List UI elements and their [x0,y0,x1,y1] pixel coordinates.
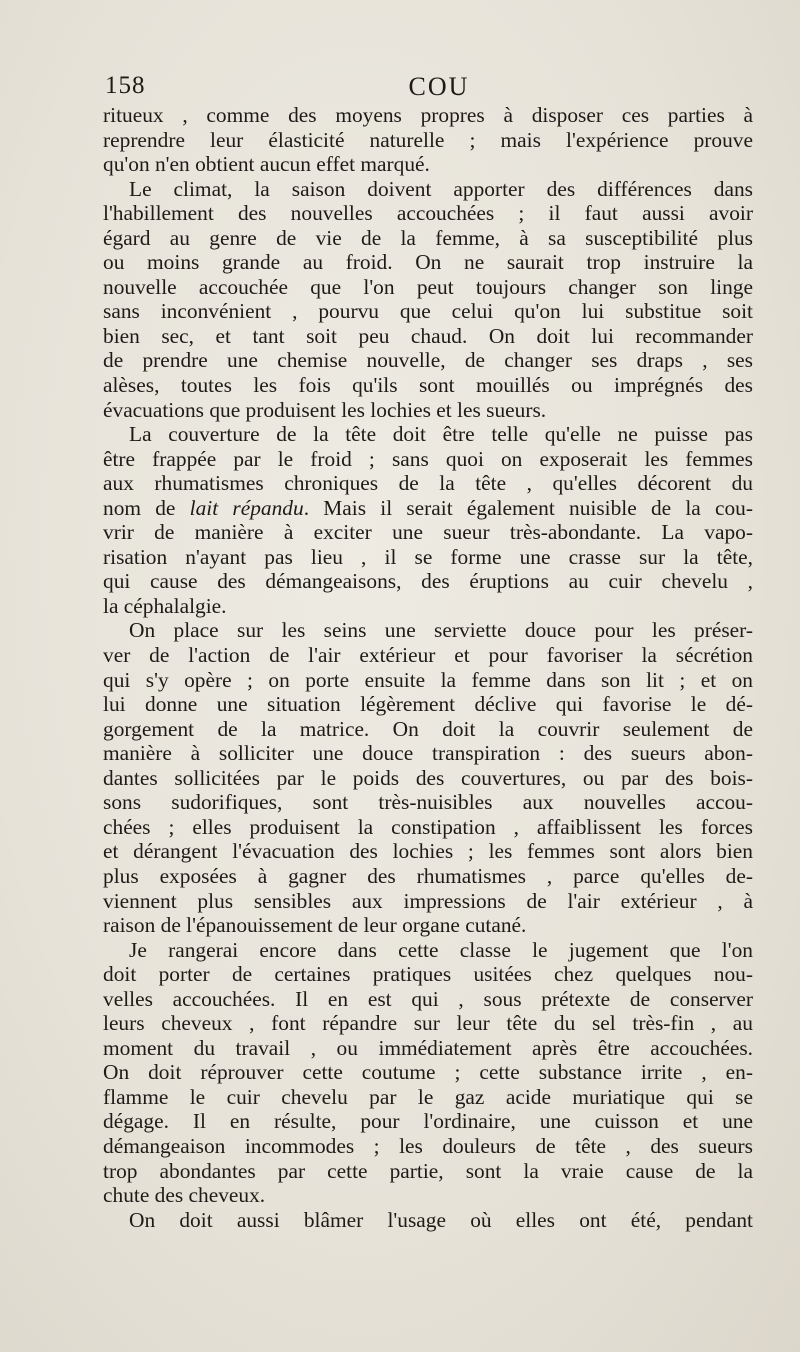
text-line: qu'on n'en obtient aucun effet marqué. [103,152,430,177]
text-line: leurs cheveux , font répandre sur leur tête du sel très-fin , au [103,1011,753,1036]
paragraph [103,177,753,422]
text-line: chées ; elles produisent la constipation , affaiblissent les forces [103,814,753,839]
text-line: gorgement de la matrice. On doit la couvrir seulement de [103,716,753,741]
paragraph [103,422,753,618]
text-line: nom de lait répandu. Mais il serait également nuisible de la cou- [103,495,754,520]
text-line: démangeaison incommodes ; les douleurs de tête , des sueurs [103,1133,753,1158]
text-line: ou moins grande au froid. On ne saurait trop instruire la [103,250,753,275]
text-line: Le climat, la saison doivent apporter des différences dans [129,176,753,201]
text-line: On doit aussi blâmer l'usage où elles ont été, pendant [129,1207,753,1232]
paragraph [103,1208,753,1233]
text-line: La couverture de la tête doit être telle qu'elle ne puisse pas [129,422,753,447]
text-line: chute des cheveux. [103,1183,266,1208]
text-line: dégage. Il en résulte, pour l'ordinaire, une cuisson et une [103,1109,753,1134]
text-line: qui s'y opère ; on porte ensuite la femme dans son lit ; et on [103,667,753,692]
text-line: reprendre leur élasticité naturelle ; mais l'expérience prouve [103,127,753,152]
text-line: risation n'ayant pas lieu , il se forme une crasse sur la tête, [103,544,753,569]
text-line: trop abondantes par cette partie, sont la vraie cause de la [103,1158,753,1183]
text-line: velles accouchées. Il en est qui , sous prétexte de conserver [103,986,753,1011]
text-line: égard au genre de vie de la femme, à sa susceptibilité plus [103,225,753,250]
text-line: être frappée par le froid ; sans quoi on exposerait les femmes [103,446,753,471]
text-line: évacuations que produisent les lochies et les sueurs. [103,397,547,422]
text-line: aux rhumatismes chroniques de la tête , qu'elles décorent du [103,471,753,496]
text-line: sons sudorifiques, sont très-nuisibles aux nouvelles accou- [103,790,753,815]
text-line: qui cause des démangeaisons, des éruptions au cuir chevelu , [103,569,753,594]
paragraph [103,618,753,937]
text-line: vrir de manière à exciter une sueur très-abondante. La vapo- [103,520,753,545]
text-line: viennent plus sensibles aux impressions de l'air extérieur , à [103,888,753,913]
paragraph [103,103,753,177]
text-line: rituеux , comme des moyens propres à disposer ces parties à [103,103,753,127]
text-line: l'habillement des nouvelles accouchées ; il faut aussi avoir [103,201,753,226]
text-line: On place sur les seins une serviette douce pour les préser- [129,618,753,643]
text-line: lui donne une situation légèrement déclive qui favorise le dé- [103,692,753,717]
text-line: bien sec, et tant soit peu chaud. On doit lui recommander [103,323,753,348]
text-line: Je rangerai encore dans cette classe le jugement que l'on [129,937,753,962]
paragraph [103,938,753,1208]
text-line: plus exposées à gagner des rhumatismes , parce qu'elles de- [103,863,753,888]
body-text [103,103,753,1232]
text-line: et dérangent l'évacuation des lochies ; les femmes sont alors bien [103,839,753,864]
text-line: manière à solliciter une douce transpiration : des sueurs abon- [103,741,753,766]
text-line: flamme le cuir chevelu par le gaz acide muriatique qui se [103,1084,753,1109]
page-number: 158 [105,72,146,99]
text-line: doit porter de certaines pratiques usitées chez quelques nou- [103,962,753,987]
text-line: ver de l'action de l'air extérieur et pour favoriser la sécrétion [103,643,753,668]
text-line: dantes sollicitées par le poids des couvertures, ou par des bois- [103,765,753,790]
running-head: COU [408,72,470,101]
text-line: de prendre une chemise nouvelle, de changer ses draps , ses [103,348,753,373]
text-line: sans inconvénient , pourvu que celui qu'on lui substitue soit [103,299,753,324]
text-line: On doit réprouver cette coutume ; cette substance irrite , en- [103,1060,753,1085]
text-line: la céphalalgie. [103,593,227,618]
text-line: alèses, toutes les fois qu'ils sont mouillés ou imprégnés des [103,373,753,398]
text-line: nouvelle accouchée que l'on peut toujours changer son linge [103,274,753,299]
page-header [105,72,753,104]
text-line: raison de l'épanouissement de leur organe cutané. [103,913,527,938]
text-line: moment du travail , ou immédiatement après être accouchées. [103,1035,753,1060]
